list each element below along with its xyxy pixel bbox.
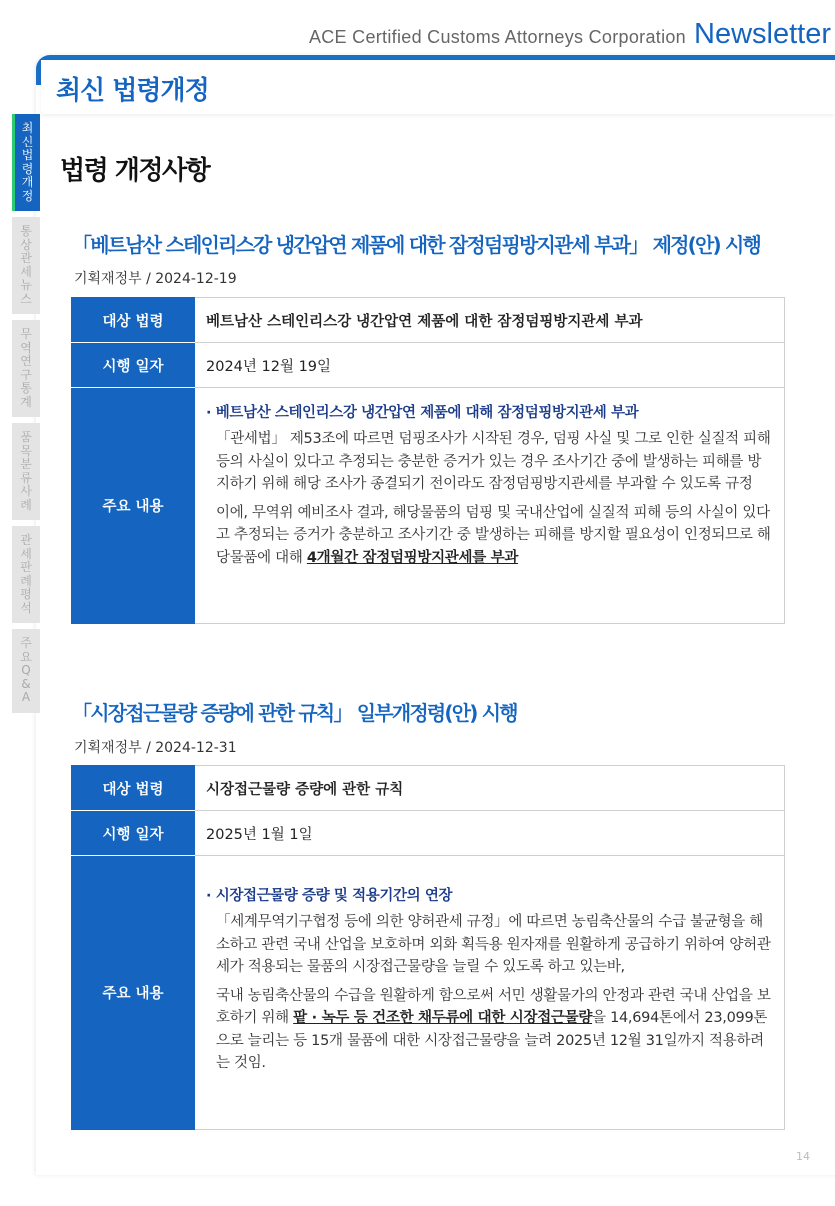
side-tab-char: 주 bbox=[20, 636, 32, 650]
table-row bbox=[72, 766, 785, 811]
target-value: 베트남산 스테인리스강 냉간압연 제품에 대한 잠정덤핑방지관세 부과 bbox=[195, 298, 785, 343]
side-tab[interactable] bbox=[12, 423, 40, 520]
content-cell bbox=[195, 388, 785, 624]
law-table bbox=[71, 297, 785, 624]
emphasis-text: 팥 · 녹두 등 건조한 채두류에 대한 시장접근물량 bbox=[293, 1010, 593, 1026]
side-tab-char: 정 bbox=[21, 188, 34, 203]
emphasis-text: 4개월간 잠정덤핑방지관세를 부과 bbox=[306, 549, 519, 566]
side-tab[interactable] bbox=[12, 114, 40, 211]
side-tab-char: 스 bbox=[20, 291, 32, 306]
date-value: 2025년 1월 1일 bbox=[195, 811, 785, 856]
date-value: 2024년 12월 19일 bbox=[195, 343, 785, 388]
content-paragraph: 「세계무역기구협정 등에 의한 양허관세 규정」에 따르면 농림축산물의 수급 불균형을 해소하고 관련 국내 산업을 보호하며 외화 획득용 원자재를 원활하게 공급하기 위하여 양허관세가 적용되는 물품의 시장접근물량을 늘릴 수 있도록 하고 있는바, bbox=[216, 914, 771, 975]
side-tab-char: & bbox=[21, 676, 31, 691]
side-tab-char: 관 bbox=[20, 251, 32, 265]
content-paragraph bbox=[206, 985, 774, 1075]
table-row bbox=[72, 856, 785, 1130]
side-tab-char: 례 bbox=[20, 573, 32, 588]
side-tab-char: 세 bbox=[20, 546, 32, 561]
side-tab-char: 분 bbox=[20, 457, 32, 471]
target-label: 대상 법령 bbox=[72, 298, 195, 343]
content-label: 주요 내용 bbox=[72, 388, 195, 624]
table-row bbox=[72, 388, 785, 624]
newsletter-title: Newsletter bbox=[694, 18, 831, 50]
side-tab[interactable] bbox=[12, 526, 40, 623]
content-bullet: · 베트남산 스테인리스강 냉간압연 제품에 대해 잠정덤핑방지관세 부과 bbox=[206, 405, 639, 421]
content-cell bbox=[195, 856, 785, 1130]
para-text: 이에, 무역위 예비조사 결과, 해당물품의 덤핑 및 국내산업에 실질적 피해 등의 사실이 있다고 추정되는 증거가 충분하고 조사기간 중 발생하는 피해를 방지할 필요성이 인정되므로 해당물품에 대해 bbox=[216, 504, 771, 566]
item-meta: 기획재정부 / 2024-12-31 bbox=[74, 740, 237, 756]
side-tab-char: 무 bbox=[20, 327, 32, 341]
side-tab-char: 연 bbox=[20, 354, 32, 368]
content-paragraph bbox=[206, 502, 774, 570]
side-tab-char: 판 bbox=[20, 560, 32, 574]
page-heading: 법령 개정사항 bbox=[60, 156, 210, 186]
item-title: 「베트남산 스테인리스강 냉간압연 제품에 대한 잠정덤핑방지관세 부과」 제정(안) 시행 bbox=[72, 233, 761, 257]
side-tab[interactable] bbox=[12, 629, 40, 713]
side-tab-char: 최 bbox=[21, 121, 34, 135]
side-tab-char: A bbox=[21, 690, 31, 704]
side-tab-char: 석 bbox=[20, 600, 32, 615]
target-label: 대상 법령 bbox=[72, 766, 195, 811]
page-number: 14 bbox=[796, 1150, 810, 1163]
side-tab[interactable] bbox=[12, 320, 40, 417]
newsletter-header bbox=[309, 18, 831, 58]
para-text: 을 14,694톤에서 23,099톤으로 늘리는 등 15개 물품에 대한 시장접근물량을 늘려 2025년 12월 31일까지 적용하려는 것임. bbox=[216, 1010, 768, 1071]
side-tab-char: 뉴 bbox=[20, 278, 32, 292]
side-tab-char: 신 bbox=[21, 134, 34, 149]
content-bullet: · 시장접근물량 증량 및 적용기간의 연장 bbox=[206, 888, 453, 904]
side-tab-char: 법 bbox=[21, 148, 34, 162]
table-row bbox=[72, 811, 785, 856]
side-tab-char: 목 bbox=[20, 443, 32, 458]
side-tab-char: 구 bbox=[20, 367, 32, 382]
side-tab-char: 세 bbox=[20, 264, 32, 279]
side-tab-char: 계 bbox=[20, 394, 32, 409]
side-tab-char: 령 bbox=[21, 161, 34, 176]
side-tab-char: 관 bbox=[20, 533, 32, 547]
side-tab[interactable] bbox=[12, 217, 40, 314]
date-label: 시행 일자 bbox=[72, 343, 195, 388]
company-name: ACE Certified Customs Attorneys Corporation bbox=[308, 27, 686, 47]
side-tab-char: 개 bbox=[21, 175, 34, 189]
law-table bbox=[71, 765, 785, 1130]
side-tab-char: 역 bbox=[20, 340, 32, 355]
table-row bbox=[72, 343, 785, 388]
side-tabs bbox=[12, 114, 40, 719]
side-tab-char: Q bbox=[21, 663, 31, 677]
side-tab-char: 요 bbox=[20, 649, 32, 664]
item-meta: 기획재정부 / 2024-12-19 bbox=[74, 271, 237, 287]
item-title: 「시장접근물량 증량에 관한 규칙」 일부개정령(안) 시행 bbox=[72, 701, 517, 725]
side-tab-char: 평 bbox=[20, 587, 32, 601]
date-label: 시행 일자 bbox=[72, 811, 195, 856]
side-tab-char: 상 bbox=[20, 237, 32, 252]
content-paragraph: 「관세법」 제53조에 따르면 덤핑조사가 시작된 경우, 덤핑 사실 및 그로 인한 실질적 피해 등의 사실이 있다고 추정되는 충분한 증거가 있는 경우 조사기간 중에 발생하는 피해를 방지하기 위해 해당 조사가 종결되기 전이라도 잠정덤핑방지관세를 부과할 수 있도록 규정 bbox=[216, 431, 771, 492]
side-tab-char: 통 bbox=[20, 381, 32, 395]
para-text: 국내 농림축산물의 수급을 원활하게 함으로써 서민 생활물가의 안정과 관련 국내 산업을 보호하기 위해 bbox=[216, 987, 771, 1026]
side-tab-char: 류 bbox=[20, 470, 32, 485]
target-value: 시장접근물량 증량에 관한 규칙 bbox=[195, 766, 785, 811]
side-tab-char: 례 bbox=[20, 497, 32, 512]
table-row bbox=[72, 298, 785, 343]
side-tab-char: 사 bbox=[20, 484, 32, 498]
side-tab-char: 품 bbox=[20, 430, 32, 444]
section-title: 최신 법령개정 bbox=[56, 76, 209, 106]
content-label: 주요 내용 bbox=[72, 856, 195, 1130]
side-tab-char: 통 bbox=[20, 224, 32, 238]
